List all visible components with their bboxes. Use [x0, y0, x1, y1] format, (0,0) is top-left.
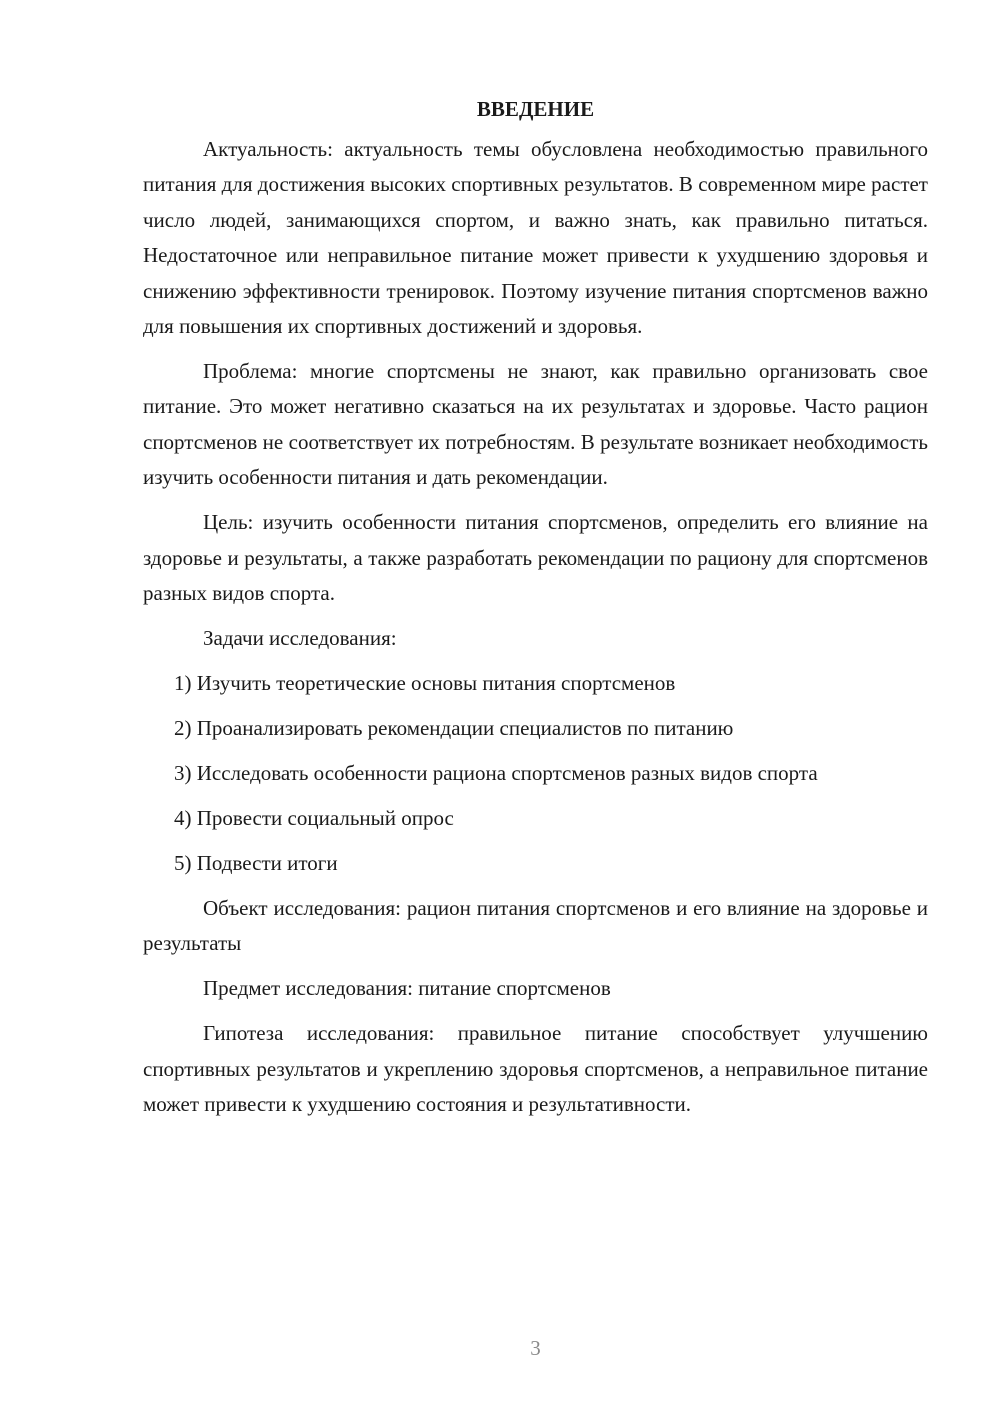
section-title: ВВЕДЕНИЕ [476, 97, 595, 121]
task-item: 2) Проанализировать рекомендации специалистов по питанию [174, 716, 734, 741]
paragraph-object: Объект исследования: рацион питания спортсменов и его влияние на здоровье и результаты [143, 896, 928, 956]
paragraph-problem: Проблема: многие спортсмены не знают, как правильно организовать свое питание. Это может негативно сказаться на их результатах и здоровье. Часто рацион спортсменов не соответствует их потребностям. В результате возникает необходимость изучить особенности питания и дать рекомендации. [143, 359, 928, 490]
page-number: 3 [530, 1336, 541, 1360]
task-item: 5) Подвести итоги [174, 851, 338, 876]
paragraph-hypothesis: Гипотеза исследования: правильное питание способствует улучшению спортивных результатов и укреплению здоровья спортсменов, а неправильное питание может привести к ухудшению состояния и результативности. [143, 1021, 928, 1117]
paragraph-goal: Цель: изучить особенности питания спортсменов, определить его влияние на здоровье и результаты, а также разработать рекомендации по рациону для спортсменов разных видов спорта. [143, 510, 928, 606]
task-item: 3) Исследовать особенности рациона спортсменов разных видов спорта [174, 761, 818, 786]
paragraph-relevance: Актуальность: актуальность темы обусловлена необходимостью правильного питания для достижения высоких спортивных результатов. В современном мире растет число людей, занимающихся спортом, и важно знать, как правильно питаться. Недостаточное или неправильное питание может привести к ухудшению здоровья и снижению эффективности тренировок. Поэтому изучение питания спортсменов важно для повышения их спортивных достижений и здоровья. [143, 137, 928, 339]
document-page [143, 92, 928, 1123]
paragraph-tasks-heading: Задачи исследования: [203, 626, 397, 651]
task-item: 1) Изучить теоретические основы питания спортсменов [174, 671, 676, 696]
paragraph-subject: Предмет исследования: питание спортсменов [203, 976, 611, 1001]
task-item: 4) Провести социальный опрос [174, 806, 454, 831]
